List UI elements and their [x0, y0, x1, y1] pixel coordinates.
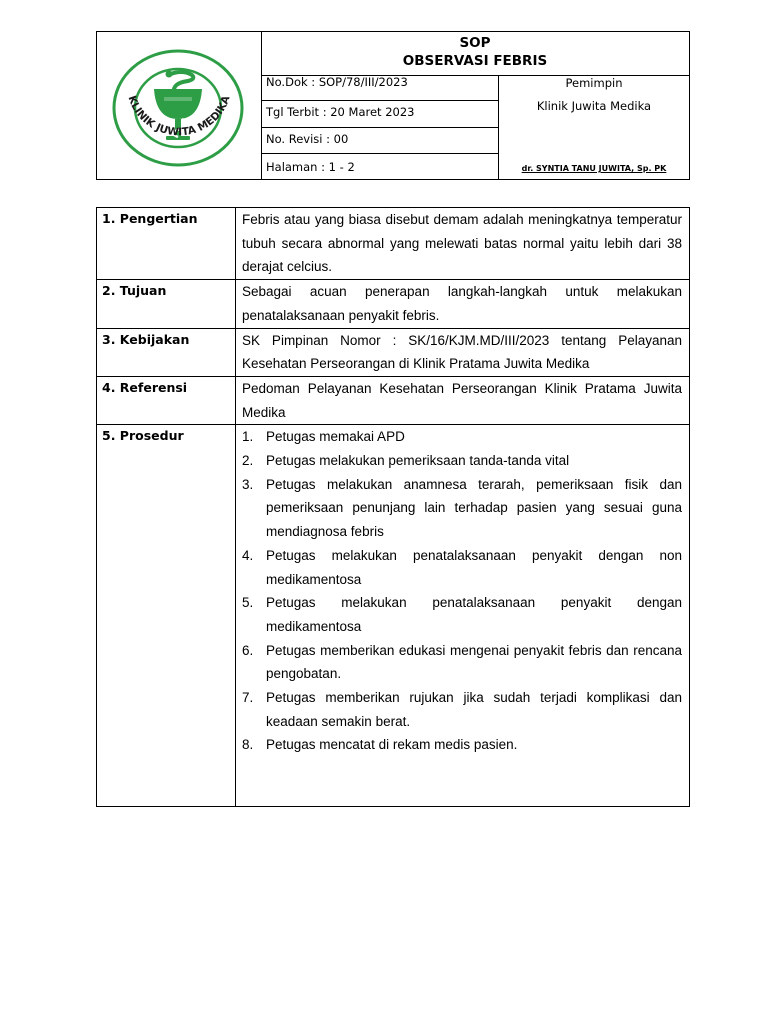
text-referensi — [236, 376, 690, 424]
no-dok: No.Dok : SOP/78/III/2023 — [261, 75, 498, 101]
step-number: 4. — [242, 547, 254, 563]
step-text: Petugas mencatat di rekam medis pasien. — [266, 737, 518, 753]
procedure-step — [242, 449, 682, 473]
step-number: 2. — [242, 453, 254, 469]
pemimpin-label: Pemimpin — [565, 76, 623, 90]
text-tujuan — [236, 280, 690, 328]
procedure-step — [242, 473, 682, 544]
label-prosedur: 5. Prosedur — [97, 425, 236, 807]
pengertian-paragraph: Febris atau yang biasa disebut demam adalah meningkatnya temperatur tubuh secara abnormal yang melewati batas normal yaitu lebih dari 38 derajat celcius. — [242, 212, 682, 275]
procedure-step — [242, 591, 682, 638]
step-text: Petugas melakukan pemeriksaan tanda-tanda vital — [266, 453, 570, 469]
clinic-logo — [112, 49, 244, 167]
doc-title-sop: SOP — [459, 35, 491, 51]
step-number: 8. — [242, 737, 254, 753]
signer-name: dr. SYNTIA TANU JUWITA, Sp. PK — [521, 164, 667, 173]
sop-content-table — [96, 207, 690, 807]
procedure-step — [242, 733, 682, 757]
label-kebijakan: 3. Kebijakan — [97, 328, 236, 376]
procedure-step — [242, 639, 682, 686]
row-prosedur — [97, 425, 690, 807]
step-text: Petugas memakai APD — [266, 429, 405, 445]
referensi-paragraph: Pedoman Pelayanan Kesehatan Perseorangan Klinik Pratama Juwita Medika — [242, 380, 682, 420]
halaman: Halaman : 1 - 2 — [266, 160, 355, 174]
text-prosedur — [236, 425, 690, 807]
procedure-step — [242, 425, 682, 449]
klinik-name: Klinik Juwita Medika — [536, 99, 652, 113]
procedure-step — [242, 544, 682, 591]
step-text: Petugas melakukan anamnesa terarah, pemeriksaan fisik dan pemeriksaan penunjang lain terhadap pasien yang sesuai guna mendiagnosa febris — [266, 476, 682, 540]
text-kebijakan — [236, 328, 690, 376]
step-number: 7. — [242, 690, 254, 706]
doc-meta-column — [261, 75, 499, 179]
tgl-terbit: Tgl Terbit : 20 Maret 2023 — [261, 101, 498, 128]
step-number: 5. — [242, 595, 254, 611]
step-text: Petugas memberikan edukasi mengenai penyakit febris dan rencana pengobatan. — [266, 642, 682, 682]
doc-title-main: OBSERVASI FEBRIS — [402, 53, 548, 69]
label-pengertian: 1. Pengertian — [97, 208, 236, 280]
step-text: Petugas memberikan rujukan jika sudah terjadi komplikasi dan keadaan semakin berat. — [266, 690, 682, 729]
row-kebijakan — [97, 328, 690, 376]
row-tujuan — [97, 280, 690, 328]
label-tujuan: 2. Tujuan — [97, 280, 236, 328]
step-text: Petugas melakukan penatalaksanaan penyakit dengan non medikamentosa — [266, 547, 682, 587]
tujuan-paragraph: Sebagai acuan penerapan langkah-langkah untuk melakukan penatalaksanaan penyakit febris. — [242, 284, 682, 323]
approval-column — [499, 75, 689, 179]
step-text: Petugas melakukan penatalaksanaan penyakit dengan medikamentosa — [266, 595, 682, 634]
step-number: 3. — [242, 476, 254, 492]
label-referensi: 4. Referensi — [97, 376, 236, 424]
procedure-steps — [242, 425, 682, 757]
logo-cell — [97, 32, 262, 179]
no-revisi: No. Revisi : 00 — [261, 128, 498, 154]
row-referensi — [97, 376, 690, 424]
row-pengertian — [97, 208, 690, 280]
document-header — [96, 31, 690, 180]
procedure-step — [242, 686, 682, 733]
text-pengertian — [236, 208, 690, 280]
logo-text: KLINIK JUWITA MEDIKA — [125, 94, 233, 139]
title-cell — [261, 32, 689, 76]
step-number: 1. — [242, 429, 254, 445]
step-number: 6. — [242, 642, 254, 658]
kebijakan-paragraph: SK Pimpinan Nomor : SK/16/KJM.MD/III/2023 tentang Pelayanan Kesehatan Perseorangan di Klinik Pratama Juwita Medika — [242, 332, 682, 372]
